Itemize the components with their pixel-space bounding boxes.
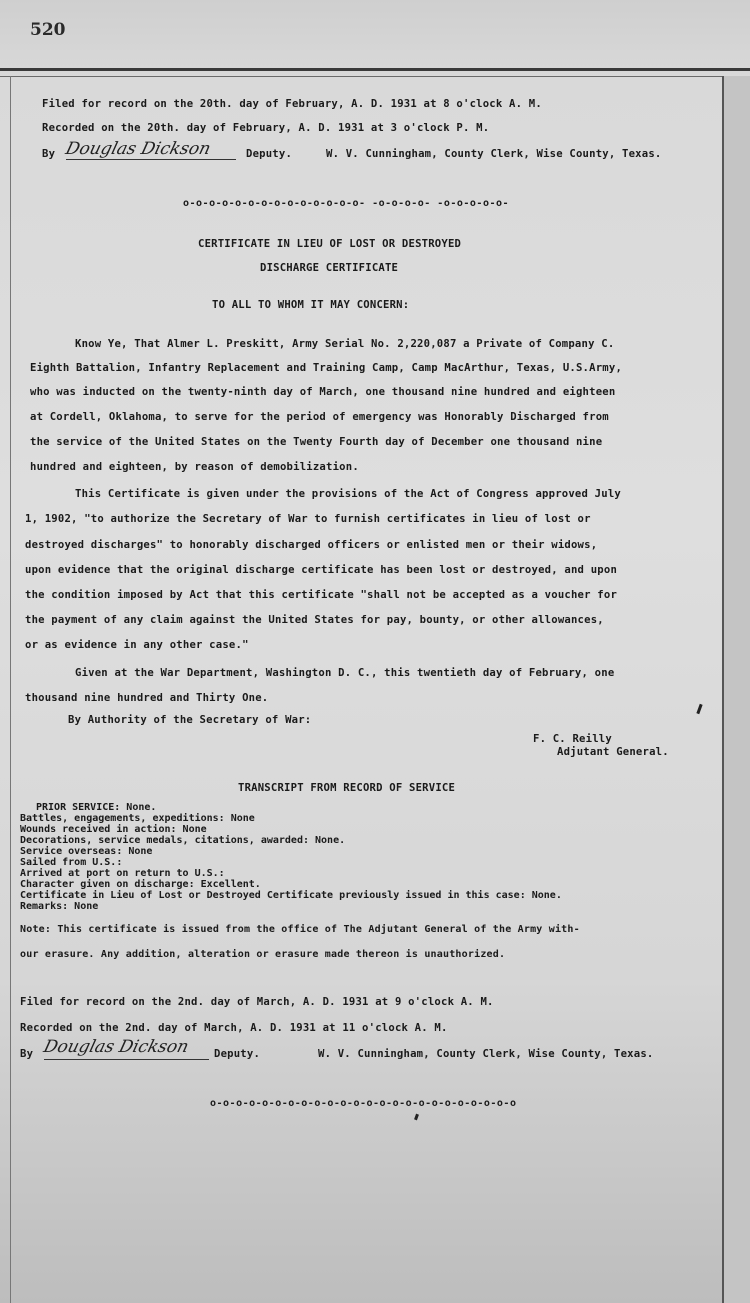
header-rule-thin — [0, 76, 750, 77]
signer-name: F. C. Reilly — [533, 733, 612, 745]
certificate-title-line2: DISCHARGE CERTIFICATE — [260, 262, 399, 274]
filing1-signature-line — [66, 159, 236, 160]
filing2-by-label: By — [20, 1048, 34, 1060]
divider-1: o-o-o-o-o-o-o-o-o-o-o-o-o-o- -o-o-o-o- -o-o-o-o-o- — [183, 198, 510, 209]
page-edge — [724, 76, 750, 1303]
certificate-title-line1: CERTIFICATE IN LIEU OF LOST OR DESTROYED — [198, 238, 462, 250]
service-record-line: Arrived at port on return to U.S.: — [20, 868, 225, 879]
body-line: Know Ye, That Almer L. Preskitt, Army Serial No. 2,220,087 a Private of Company C. — [75, 338, 615, 350]
filing1-by-label: By — [42, 148, 56, 160]
service-record-line: Certificate in Lieu of Lost or Destroyed Certificate previously issued in this case: None. — [20, 890, 562, 901]
service-record-line: Character given on discharge: Excellent. — [20, 879, 261, 890]
filing1-clerk-line: W. V. Cunningham, County Clerk, Wise County, Texas. — [326, 148, 662, 160]
body-line: upon evidence that the original discharge certificate has been lost or destroyed, and upon — [25, 564, 618, 576]
page-number: 520 — [30, 20, 66, 40]
body-line: at Cordell, Oklahoma, to serve for the period of emergency was Honorably Discharged from — [30, 411, 609, 423]
filing1-deputy-signature: Douglas Dickson — [63, 139, 213, 159]
filing2-recorded-line: Recorded on the 2nd. day of March, A. D. 1931 at 11 o'clock A. M. — [20, 1022, 448, 1034]
header-rule — [0, 68, 750, 71]
filing1-recorded-line: Recorded on the 20th. day of February, A. D. 1931 at 3 o'clock P. M. — [42, 122, 490, 134]
authority-line: By Authority of the Secretary of War: — [68, 714, 312, 726]
service-record-line: Service overseas: None — [20, 846, 153, 857]
body-line: the service of the United States on the Twenty Fourth day of December one thousand nine — [30, 436, 603, 448]
note-line: our erasure. Any addition, alteration or erasure made thereon is unauthorized. — [20, 949, 506, 960]
service-record-line: Wounds received in action: None — [20, 824, 207, 835]
body-line: hundred and eighteen, by reason of demobilization. — [30, 461, 359, 473]
left-margin-line — [10, 76, 11, 1303]
salutation: TO ALL TO WHOM IT MAY CONCERN: — [212, 299, 410, 311]
body-line: the payment of any claim against the United States for pay, bounty, or other allowances, — [25, 614, 604, 626]
body-line: or as evidence in any other case." — [25, 639, 249, 651]
ink-mark — [696, 704, 702, 714]
filing2-clerk-line: W. V. Cunningham, County Clerk, Wise County, Texas. — [318, 1048, 654, 1060]
divider-2: o-o-o-o-o-o-o-o-o-o-o-o-o-o-o-o-o-o-o-o-o-o-o-o — [210, 1098, 517, 1109]
service-record-line: PRIOR SERVICE: None. — [36, 802, 157, 813]
filing1-deputy-label: Deputy. — [246, 148, 293, 160]
signer-title: Adjutant General. — [557, 746, 669, 758]
filing2-deputy-label: Deputy. — [214, 1048, 261, 1060]
body-line: who was inducted on the twenty-ninth day of March, one thousand nine hundred and eighteen — [30, 386, 616, 398]
service-record-line: Remarks: None — [20, 901, 99, 912]
body-line: thousand nine hundred and Thirty One. — [25, 692, 269, 704]
body-line: This Certificate is given under the provisions of the Act of Congress approved July — [75, 488, 621, 500]
body-line: Given at the War Department, Washington D. C., this twentieth day of February, one — [75, 667, 615, 679]
service-record-line: Decorations, service medals, citations, awarded: None. — [20, 835, 346, 846]
body-line: destroyed discharges" to honorably discharged officers or enlisted men or their widows, — [25, 539, 598, 551]
note-line: Note: This certificate is issued from the office of The Adjutant General of the Army with- — [20, 924, 580, 935]
transcript-heading: TRANSCRIPT FROM RECORD OF SERVICE — [238, 782, 456, 794]
body-line: the condition imposed by Act that this certificate "shall not be accepted as a voucher for — [25, 589, 618, 601]
filing2-signature-line — [44, 1059, 209, 1060]
body-line: Eighth Battalion, Infantry Replacement and Training Camp, Camp MacArthur, Texas, U.S.Army, — [30, 362, 623, 374]
filing2-filed-line: Filed for record on the 2nd. day of March, A. D. 1931 at 9 o'clock A. M. — [20, 996, 494, 1008]
service-record-line: Battles, engagements, expeditions: None — [20, 813, 255, 824]
body-line: 1, 1902, "to authorize the Secretary of War to furnish certificates in lieu of lost or — [25, 513, 591, 525]
service-record-line: Sailed from U.S.: — [20, 857, 123, 868]
ink-mark — [414, 1114, 419, 1121]
filing2-deputy-signature: Douglas Dickson — [41, 1037, 191, 1057]
filing1-filed-line: Filed for record on the 20th. day of February, A. D. 1931 at 8 o'clock A. M. — [42, 98, 542, 110]
